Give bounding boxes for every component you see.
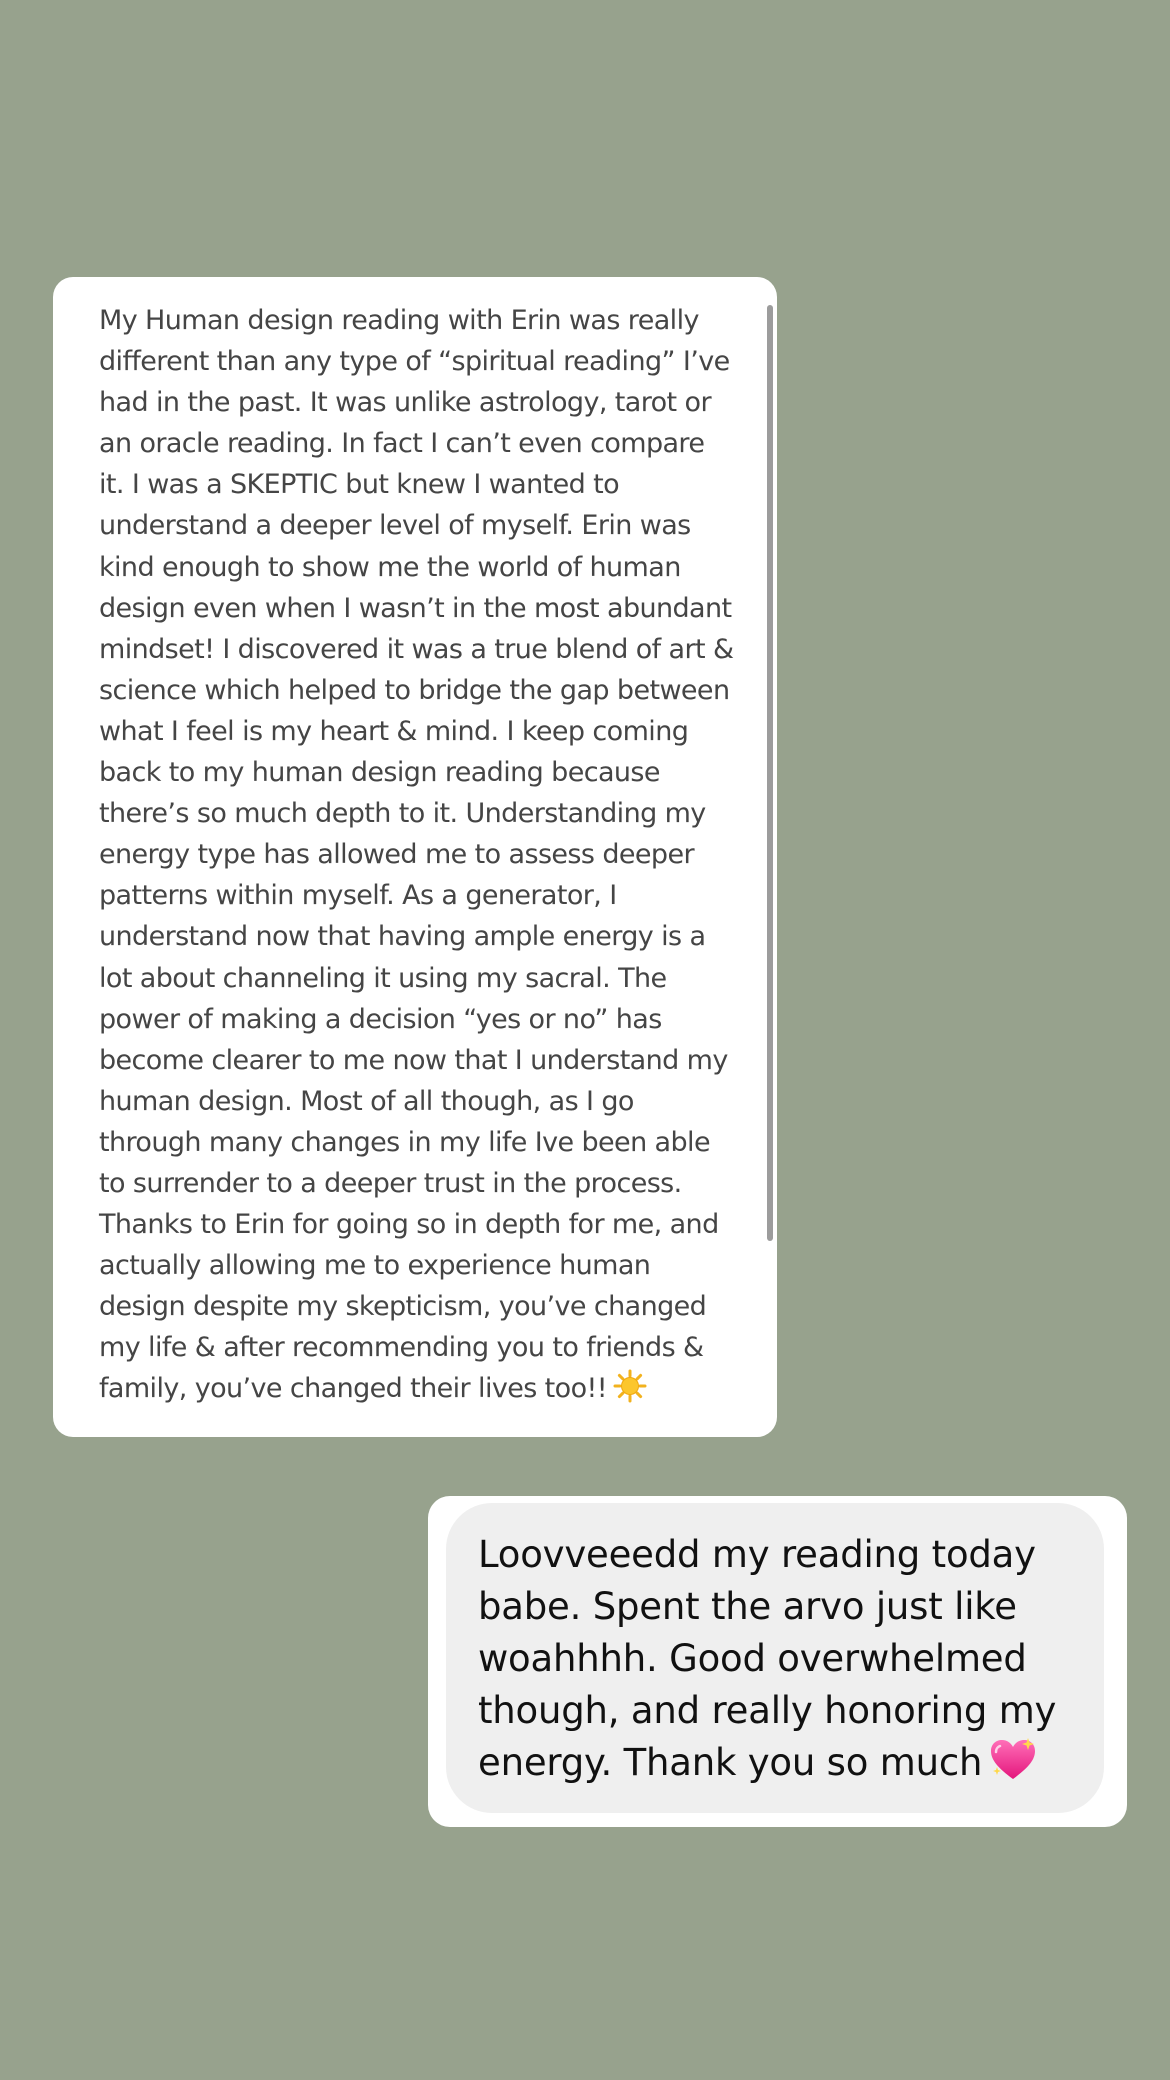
scrollbar[interactable]: [767, 305, 773, 1241]
testimonial-text-body: My Human design reading with Erin was really different than any type of “spiritual reading” I’ve had in the past. It was unlike astrology, tarot or an oracle reading. In fact I can’t even compare it. I was a SKEPTIC but knew I wanted to understand a deeper level of myself. Erin was kind enough to show me the world of human design even when I wasn’t in the most abundant mindset! I discovered it was a true blend of art & science which helped to bridge the gap between what I feel is my heart & mind. I keep coming back to my human design reading because there’s so much depth to it. Understanding my energy type has allowed me to assess deeper patterns within myself. As a generator, I understand now that having ample energy is a lot about channeling it using my sacral. The power of making a decision “yes or no” has become clearer to me now that I understand my human design. Most of all though, as I go through many changes in my life Ive been able to surrender to a deeper trust in the process. Thanks to Erin for going so in depth for me, and actually allowing me to experience human design despite my skepticism, you’ve changed my life & after recommending you to friends & family, you’ve changed their lives too!!: [99, 305, 734, 1405]
testimonial-note-card: [53, 277, 777, 1437]
sun-emoji-icon: [613, 1369, 647, 1403]
message-text-body: Loovveeedd my reading today babe. Spent the arvo just like woahhhh. Good overwhelmed though, and really honoring my energy. Thank you so much: [478, 1533, 1057, 1784]
sparkling-heart-emoji-icon: [988, 1737, 1038, 1783]
message-bubble: [446, 1503, 1104, 1813]
message-card: [428, 1496, 1127, 1827]
testimonial-text: [99, 300, 739, 1410]
message-text: [478, 1529, 1088, 1789]
